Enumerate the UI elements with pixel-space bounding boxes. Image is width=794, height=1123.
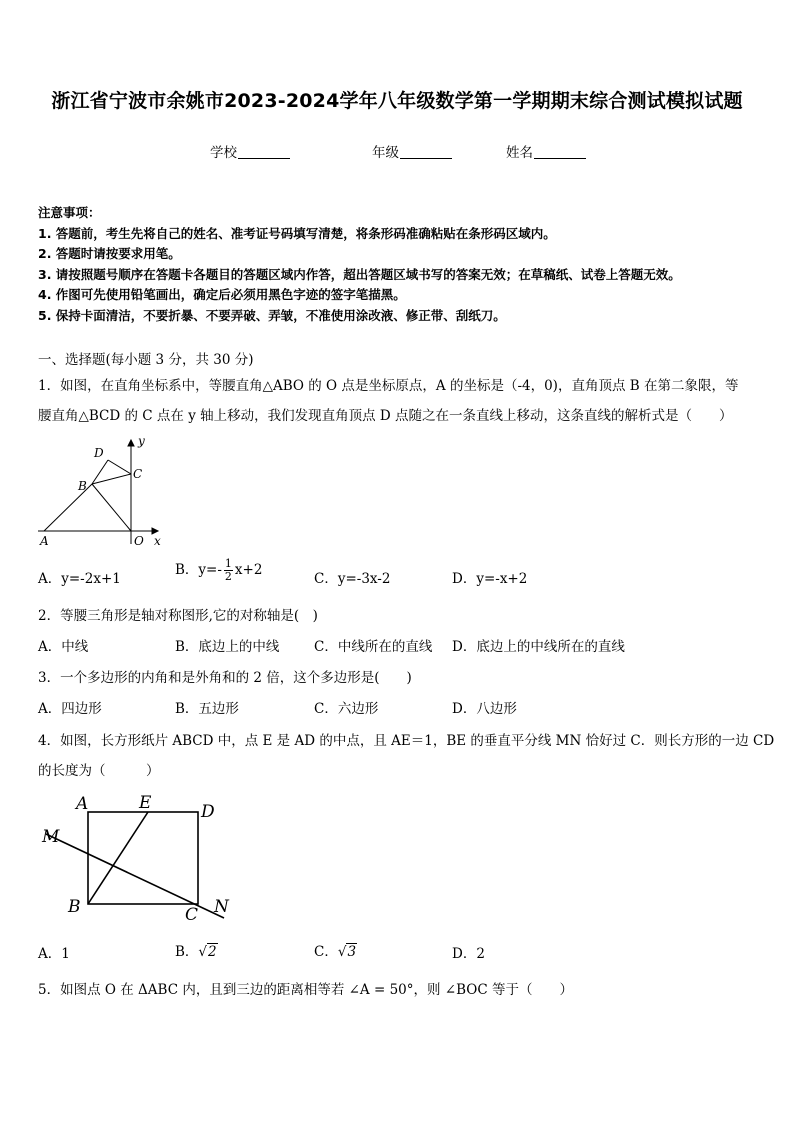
note-item: 2. 答题时请按要求用笔。 [38,246,181,261]
q4-line2: 的长度为（ ） [38,763,160,779]
q2-option-d[interactable]: D．底边上的中线所在的直线 [452,639,625,655]
q4-line1: 4．如图，长方形纸片 ABCD 中，点 E 是 AD 的中点，且 AE＝1，BE 的垂直平分线 MN 恰好过 C．则长方形的一边 CD [38,733,775,749]
note-item: 4. 作图可先使用铅笔画出，确定后必须用黑色字迹的签字笔描黑。 [38,287,406,302]
note-item: 3. 请按照题号顺序在答题卡各题目的答题区域内作答，超出答题区域书写的答案无效；在草稿纸、试卷上答题无效。 [38,266,681,282]
q3-option-c[interactable]: C．六边形 [314,701,379,717]
label-a: A [40,534,49,548]
q3-text: 3．一个多边形的内角和是外角和的 2 倍，这个多边形是( ) [38,670,412,686]
q2-option-c[interactable]: C．中线所在的直线 [314,639,433,655]
label-d: D [201,802,215,822]
segment-bo [92,484,131,531]
radicand: 2 [208,944,217,960]
q3-option-a[interactable]: A．四边形 [38,701,102,717]
q1-option-b[interactable] [175,558,262,583]
q4-option-b-prefix: B． [175,944,199,960]
q4-option-c-prefix: C． [314,944,338,960]
grade-label: 年级 [372,145,399,161]
q4-option-c[interactable] [314,940,357,960]
label-d: D [94,446,104,460]
label-a: A [76,794,89,814]
school-label: 学校 [210,145,237,161]
fraction [224,558,233,583]
sqrt-symbol: √2 [198,944,217,960]
notes-heading: 注意事项： [38,205,101,220]
grade-blank[interactable] [400,145,452,159]
label-o: O [134,534,144,548]
label-m: M [42,827,60,847]
label-x: x [154,534,161,548]
school-blank[interactable] [238,145,290,159]
name-label: 姓名 [506,145,533,161]
label-c: C [185,905,199,922]
name-blank[interactable] [534,145,586,159]
q1-line1: 1．如图，在直角坐标系中，等腰直角△ABO 的 O 点是坐标原点，A 的坐标是（-4，0)，直角顶点 B 在第二象限，等 [38,378,739,394]
q3-option-d[interactable]: D．八边形 [452,701,517,717]
q1-option-d[interactable]: D．y=-x+2 [452,571,528,587]
q1-option-b-prefix: B．y=- [175,562,222,578]
label-y: y [138,434,145,448]
q4-figure [38,790,238,922]
label-c: C [133,467,143,481]
grade-field [372,141,452,161]
fraction-denominator: 2 [224,570,232,583]
q5-text: 5．如图点 O 在 ΔABC 内，且到三边的距离相等若 ∠A = 50°，则 ∠BOC 等于（ ） [38,982,573,998]
q1-option-c[interactable]: C．y=-3x-2 [314,571,391,587]
q4-option-b[interactable] [175,940,218,960]
label-b: B [68,897,81,917]
q1-figure [36,432,166,550]
page-title: 浙江省宁波市余姚市2023-2024学年八年级数学第一学期期末综合测试模拟试题 [51,90,743,112]
q2-text: 2．等腰三角形是轴对称图形,它的对称轴是( ) [38,608,318,624]
school-field [210,141,290,161]
y-arrow-icon [128,440,134,446]
q1-option-b-suffix: x+2 [234,562,263,578]
q2-option-a[interactable]: A．中线 [38,639,89,655]
q4-option-a[interactable]: A．1 [38,946,70,962]
rectangle-abcd [88,812,198,904]
q3-option-b[interactable]: B．五边形 [175,701,239,717]
segment-dc [108,460,131,474]
notes-block [38,203,681,326]
radicand: 3 [347,944,357,960]
label-e: E [139,793,152,813]
q1-option-a[interactable]: A．y=-2x+1 [38,571,121,587]
q4-option-d[interactable]: D．2 [452,946,485,962]
sqrt-symbol: √3 [337,944,357,960]
name-field [506,141,586,161]
section-heading: 一、选择题(每小题 3 分，共 30 分) [38,352,254,368]
q1-line2: 腰直角△BCD 的 C 点在 y 轴上移动，我们发现直角顶点 D 点随之在一条直线上移动，这条直线的解析式是（ ） [38,408,733,424]
label-b: B [78,479,87,493]
label-n: N [214,897,229,917]
q2-option-b[interactable]: B．底边上的中线 [175,639,280,655]
note-item: 1. 答题前，考生先将自己的姓名、准考证号码填写清楚，将条形码准确粘贴在条形码区域内。 [38,225,556,241]
fraction-numerator: 1 [224,557,232,570]
note-item: 5. 保持卡面清洁，不要折暴、不要弄破、弄皱，不准使用涂改液、修正带、刮纸刀。 [38,307,506,323]
